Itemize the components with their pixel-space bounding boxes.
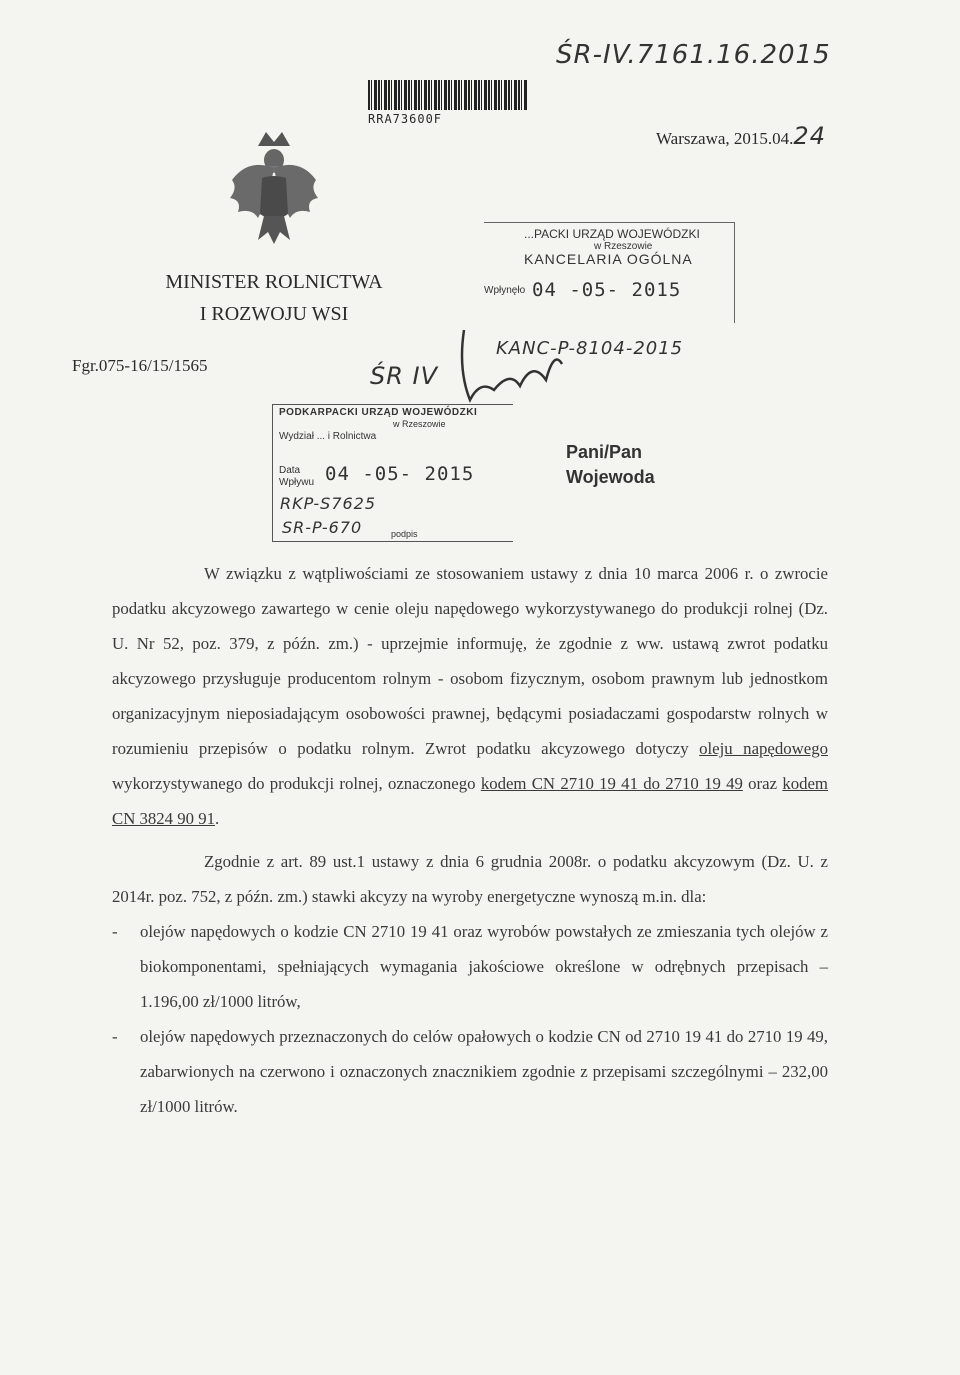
handwritten-sr-note: ŚR IV [370,362,439,390]
office-stamp-sign-label: podpis [391,529,418,539]
addressee-block [566,440,655,490]
list-item: - olejów napędowych o kodzie CN 2710 19 41 oraz wyrobów powstałych ze zmieszania tych olejów z biokomponentami, spełniających wymagania jakościowe określone w odrębnych przepisach – 1.196,00 zł/1000 litrów, [112,914,828,1019]
chancellery-stamp-name: KANCELARIA OGÓLNA [524,251,693,267]
sender-line1: MINISTER ROLNICTWA [165,271,383,293]
barcode [368,80,528,110]
handwritten-initials-icon [450,320,570,410]
addressee-line2: Wojewoda [566,467,655,487]
office-stamp-city: w Rzeszowie [393,419,446,429]
barcode-number: RRA73600F [368,112,443,126]
sender-line2: I ROZWOJU WSI [199,303,349,325]
handwritten-day: 24 [793,122,826,150]
paragraph-2: Zgodnie z art. 89 ust.1 ustawy z dnia 6 grudnia 2008r. o podatku akcyzowym (Dz. U. z 2014r. poz. 752, z późn. zm.) stawki akcyzy na wyroby energetyczne wynoszą m.in. dla: [112,852,828,906]
handwritten-case-reference: ŚR-IV.7161.16.2015 [556,40,831,70]
office-stamp-title: PODKARPACKI URZĄD WOJEWÓDZKI [279,407,478,418]
paragraph-1: W związku z wątpliwościami ze stosowaniem ustawy z dnia 10 marca 2006 r. o zwrocie podatku akcyzowego zawartego w cenie oleju napędowego wykorzystywanego do produkcji rolnej (Dz. U. Nr 52, poz. 379, z późn. zm.) - uprzejmie informuję, że zgodnie z ww. ustawą zwrot podatku akcyzowego przysługuje producentom rolnym - osobom fizycznym, osobom prawnym lub jednostkom organizacyjnym nieposiadającym osobowości prawnej, będącymi posiadaczami gospodarstw rolnych w rozumieniu przepisów o podatku rolnym. Zwrot podatku akcyzowego dotyczy oleju napędowego wykorzystywanego do produkcji rolnej, oznaczonego kodem CN 2710 19 41 do 2710 19 49 oraz kodem CN 3824 90 91. [112,564,828,828]
office-stamp-date: 04 -05- 2015 [325,463,475,485]
sender-block [154,266,394,330]
polish-eagle-emblem-icon [228,128,320,246]
addressee-line1: Pani/Pan [566,442,643,462]
list-item: - olejów napędowych przeznaczonych do celów opałowych o kodzie CN od 2710 19 41 do 2710 19 49, zabarwionych na czerwono i oznaczonych znacznikiem zgodnie z przepisami szczególnymi – 232,00 zł/1000 litrów. [112,1019,828,1124]
reference-number: Fgr.075-16/15/1565 [72,356,208,375]
chancellery-stamp-city: w Rzeszowie [594,241,653,252]
office-stamp-inflow-label: Wpływu [279,477,315,488]
chancellery-stamp [484,222,735,323]
handwritten-stamp-ref1: RKP-S7625 [280,494,377,513]
chancellery-stamp-title: ...PACKI URZĄD WOJEWÓDZKI [524,227,700,241]
handwritten-kanc-reference: KANC-P-8104-2015 [496,338,684,359]
excise-rate-list [112,914,828,1124]
letter-body [112,556,828,1124]
chancellery-stamp-date: 04 -05- 2015 [532,279,682,301]
chancellery-stamp-inflow-label: Wpłynęło [484,285,526,296]
date-line [656,122,826,150]
date-text: Warszawa, 2015.04. [656,129,794,148]
office-stamp-dept: Wydział ... i Rolnictwa [279,431,377,442]
handwritten-stamp-ref2: SR-P-670 [282,518,363,537]
office-stamp-date-label: Data [279,465,301,476]
